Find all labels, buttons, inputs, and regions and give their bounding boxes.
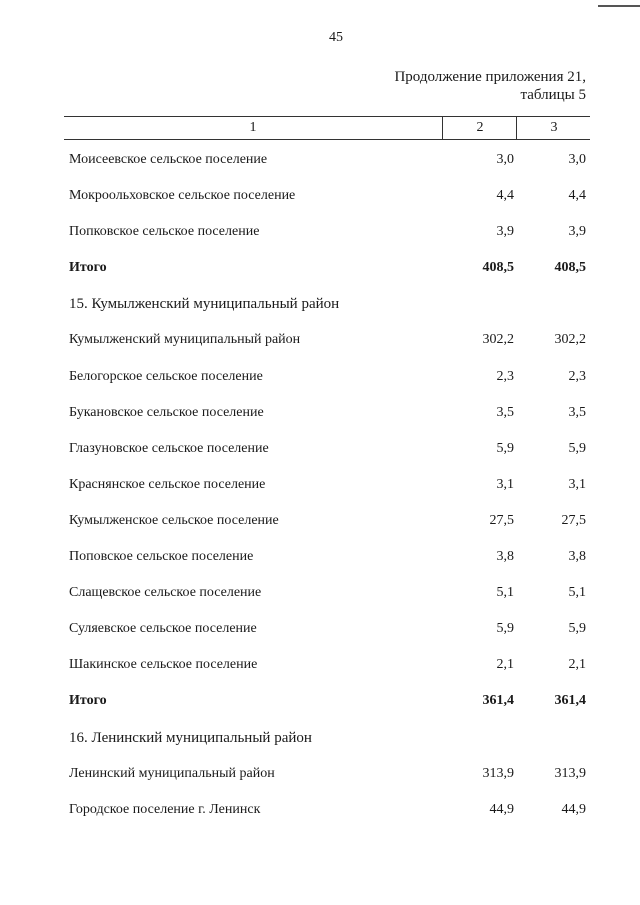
row-value-col-2: 3,9 [496, 224, 514, 240]
table-row [0, 653, 640, 689]
header-col-1: 1 [249, 120, 257, 135]
table-header [64, 116, 590, 140]
scan-edge-mark [598, 5, 640, 7]
row-value-col-2: 5,9 [496, 440, 514, 456]
row-value-col-3: 3,9 [568, 224, 586, 240]
row-value-col-2: 302,2 [482, 332, 514, 348]
table-row [0, 545, 640, 581]
table-row [0, 401, 640, 437]
row-value-col-3: 3,0 [568, 152, 586, 167]
row-name: Букановское сельское поселение [69, 404, 264, 420]
section-heading: 15. Кумылженский муниципальный район [69, 296, 340, 313]
row-value-col-2: 3,8 [496, 549, 514, 565]
row-value-col-2: 313,9 [482, 765, 514, 781]
continuation-line-2: таблицы 5 [520, 87, 586, 103]
row-name: Кумылженское сельское поселение [69, 512, 279, 528]
row-value-col-3: 302,2 [554, 332, 586, 348]
table-row [0, 437, 640, 473]
row-name: Глазуновское сельское поселение [69, 440, 269, 456]
row-value-col-2: 2,3 [496, 368, 514, 384]
table-body [0, 148, 640, 834]
row-value-col-3: 5,1 [568, 585, 586, 601]
table-row [0, 617, 640, 653]
section-heading-row [0, 726, 640, 762]
row-name: Мокроольховское сельское поселение [69, 188, 296, 204]
row-value-col-3: 4,4 [568, 188, 586, 204]
row-name: Суляевское сельское поселение [69, 621, 257, 637]
row-value-col-3: 44,9 [561, 801, 586, 817]
total-value-col-3: 361,4 [554, 693, 586, 709]
table-row [0, 581, 640, 617]
row-value-col-3: 3,8 [568, 549, 586, 565]
row-value-col-3: 3,1 [568, 476, 586, 492]
row-value-col-3: 5,9 [568, 440, 586, 456]
row-value-col-2: 3,5 [496, 404, 514, 420]
table-row [0, 762, 640, 798]
row-value-col-3: 2,1 [568, 657, 586, 673]
row-value-col-3: 2,3 [568, 368, 586, 384]
total-label: Итого [69, 260, 107, 276]
page-number: 45 [329, 30, 343, 45]
total-value-col-2: 361,4 [482, 693, 514, 709]
row-value-col-2: 3,1 [496, 476, 514, 492]
total-value-col-2: 408,5 [482, 260, 514, 276]
total-row [0, 689, 640, 725]
table-row [0, 509, 640, 545]
row-name: Слащевское сельское поселение [69, 585, 262, 601]
row-value-col-2: 5,9 [496, 621, 514, 637]
row-value-col-2: 5,1 [496, 585, 514, 601]
row-value-col-3: 5,9 [568, 621, 586, 637]
table-row [0, 148, 640, 184]
table-row [0, 328, 640, 364]
total-value-col-3: 408,5 [554, 260, 586, 276]
table-row [0, 798, 640, 834]
table-row [0, 184, 640, 220]
table-row [0, 473, 640, 509]
total-label: Итого [69, 693, 107, 709]
row-value-col-2: 27,5 [489, 512, 514, 528]
section-heading-row [0, 292, 640, 328]
row-name: Краснянское сельское поселение [69, 476, 266, 492]
row-name: Моисеевское сельское поселение [69, 152, 268, 167]
row-name: Поповское сельское поселение [69, 549, 254, 565]
table-row [0, 220, 640, 256]
row-name: Шакинское сельское поселение [69, 657, 258, 673]
row-value-col-3: 3,5 [568, 404, 586, 420]
row-name: Городское поселение г. Ленинск [69, 801, 261, 817]
continuation-line-1: Продолжение приложения 21, [394, 69, 586, 85]
row-value-col-3: 27,5 [561, 512, 586, 528]
header-col-2: 2 [442, 117, 517, 139]
row-name: Белогорское сельское поселение [69, 368, 263, 384]
header-col-3: 3 [516, 117, 591, 139]
continuation-note [394, 68, 586, 104]
row-value-col-2: 2,1 [496, 657, 514, 673]
table-row [0, 365, 640, 401]
row-value-col-2: 3,0 [496, 152, 514, 167]
row-name: Ленинский муниципальный район [69, 765, 275, 781]
row-value-col-2: 4,4 [496, 188, 514, 204]
row-name: Кумылженский муниципальный район [69, 332, 301, 348]
row-value-col-2: 44,9 [489, 801, 514, 817]
section-heading: 16. Ленинский муниципальный район [69, 729, 312, 746]
total-row [0, 256, 640, 292]
row-name: Попковское сельское поселение [69, 224, 260, 240]
row-value-col-3: 313,9 [554, 765, 586, 781]
